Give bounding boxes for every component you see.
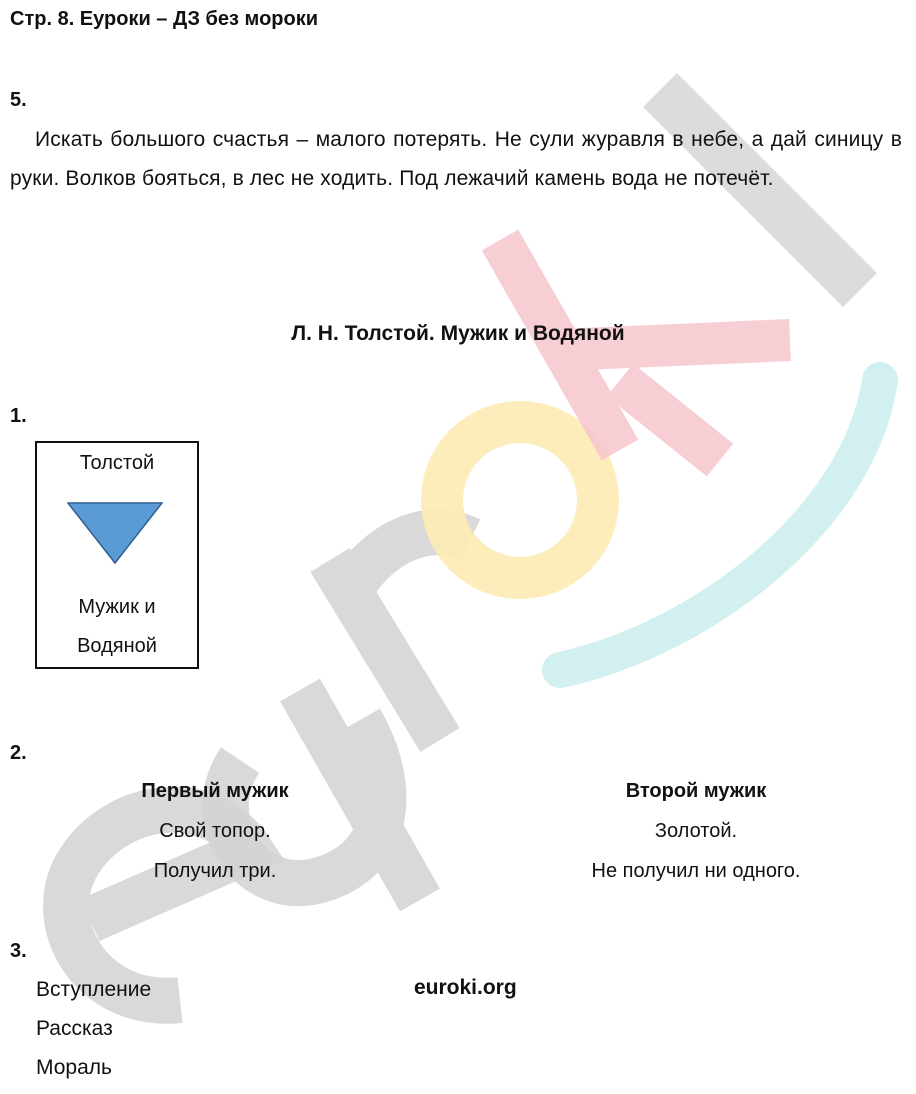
task5-answer-text: Искать большого счастья – малого потерять. Не сули журавля в небе, а дай синицу в руки. Волков бояться, в лес не ходить. Под лежачий камень вода не потечёт. xyxy=(10,128,902,190)
task3-number: 3. xyxy=(10,940,27,962)
first-peasant-column xyxy=(110,771,320,891)
section-heading: Л. Н. Толстой. Мужик и Водяной xyxy=(291,322,625,345)
task5-number: 5. xyxy=(10,89,27,111)
page-title: Стр. 8. Еуроки – ДЗ без мороки xyxy=(10,8,319,30)
list-item: Вступление xyxy=(36,978,152,1001)
task1-number: 1. xyxy=(10,405,27,427)
first-peasant-header: Первый мужик xyxy=(141,780,289,802)
list-item: Мораль xyxy=(36,1056,112,1079)
story-title-line1: Мужик и xyxy=(78,596,156,618)
task1-answer-box xyxy=(35,441,199,669)
task2-number: 2. xyxy=(10,742,27,764)
first-peasant-line1: Свой топор. xyxy=(159,820,271,842)
first-peasant-line2: Получил три. xyxy=(153,860,277,882)
second-peasant-header: Второй мужик xyxy=(625,780,767,802)
down-triangle-icon xyxy=(67,501,163,565)
story-title-line2: Водяной xyxy=(77,635,157,657)
author-label: Толстой xyxy=(79,452,155,474)
second-peasant-line1: Золотой. xyxy=(654,820,738,842)
site-link[interactable]: euroki.org xyxy=(414,976,517,999)
list-item: Рассказ xyxy=(36,1017,113,1040)
story-parts-list xyxy=(36,970,151,1087)
second-peasant-line2: Не получил ни одного. xyxy=(591,860,801,882)
second-peasant-column xyxy=(546,771,846,891)
